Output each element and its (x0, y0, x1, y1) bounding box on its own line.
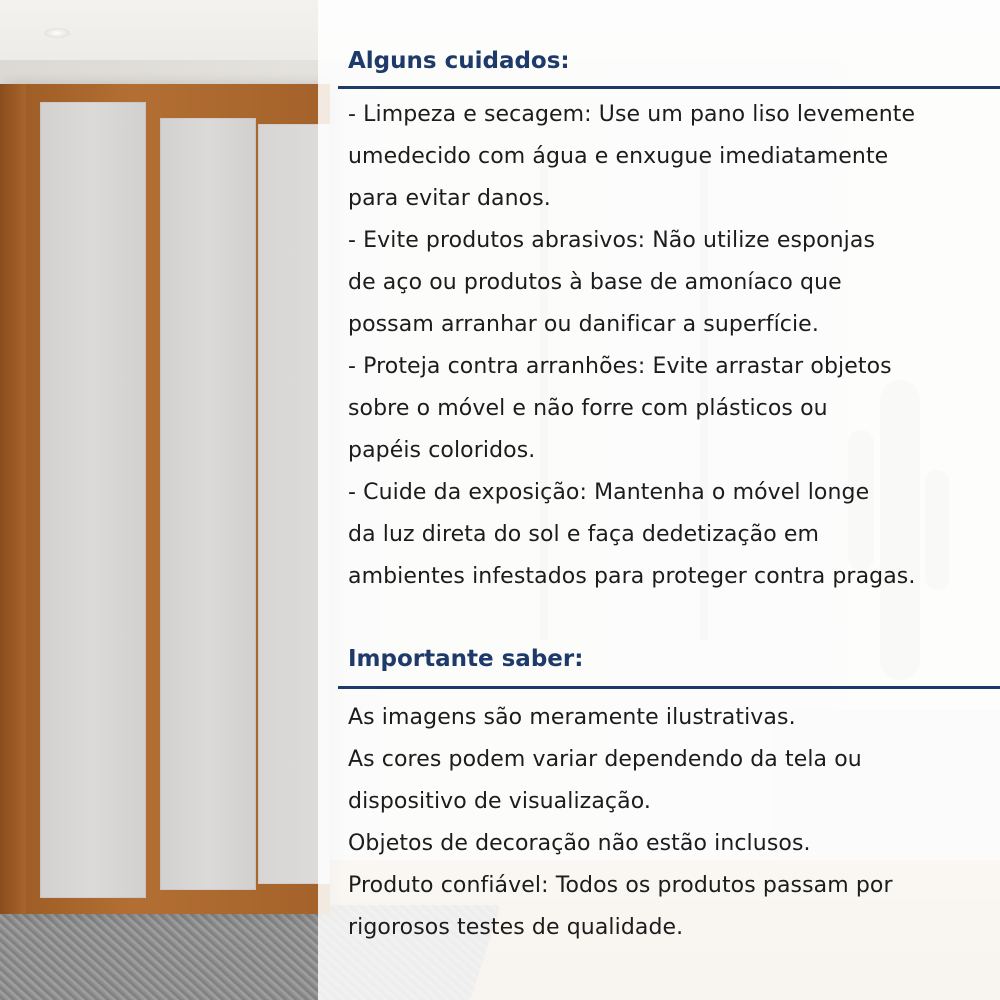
info-line: rigorosos testes de qualidade. (348, 915, 684, 940)
wardrobe-door (160, 118, 256, 890)
info-line: Produto confiável: Todos os produtos passam por (348, 873, 893, 898)
info-line: dispositivo de visualização. (348, 789, 651, 814)
care-line: da luz direta do sol e faça dedetização em (348, 522, 820, 547)
info-text (348, 697, 988, 949)
info-line: As imagens são meramente ilustrativas. (348, 705, 796, 730)
care-line: para evitar danos. (348, 186, 551, 211)
care-heading: Alguns cuidados: (348, 48, 570, 74)
care-line: - Proteja contra arranhões: Evite arrastar objetos (348, 354, 892, 379)
care-line: papéis coloridos. (348, 438, 536, 463)
care-line: - Evite produtos abrasivos: Não utilize esponjas (348, 228, 876, 253)
care-line: ambientes infestados para proteger contra pragas. (348, 564, 916, 589)
care-line: possam arranhar ou danificar a superfície. (348, 312, 819, 337)
info-line: Objetos de decoração não estão inclusos. (348, 831, 811, 856)
care-line: de aço ou produtos à base de amoníaco que (348, 270, 842, 295)
info-heading: Importante saber: (348, 646, 584, 672)
wardrobe-door (40, 102, 146, 898)
info-divider (338, 686, 1000, 689)
care-line: - Limpeza e secagem: Use um pano liso levemente (348, 102, 916, 127)
care-text (348, 94, 988, 598)
info-line: As cores podem variar dependendo da tela ou (348, 747, 862, 772)
wardrobe-side (0, 84, 26, 914)
care-line: sobre o móvel e não forre com plásticos ou (348, 396, 828, 421)
care-line: - Cuide da exposição: Mantenha o móvel longe (348, 480, 870, 505)
care-line: umedecido com água e enxugue imediatamente (348, 144, 889, 169)
care-divider (338, 86, 1000, 89)
ceiling-light (44, 28, 70, 38)
